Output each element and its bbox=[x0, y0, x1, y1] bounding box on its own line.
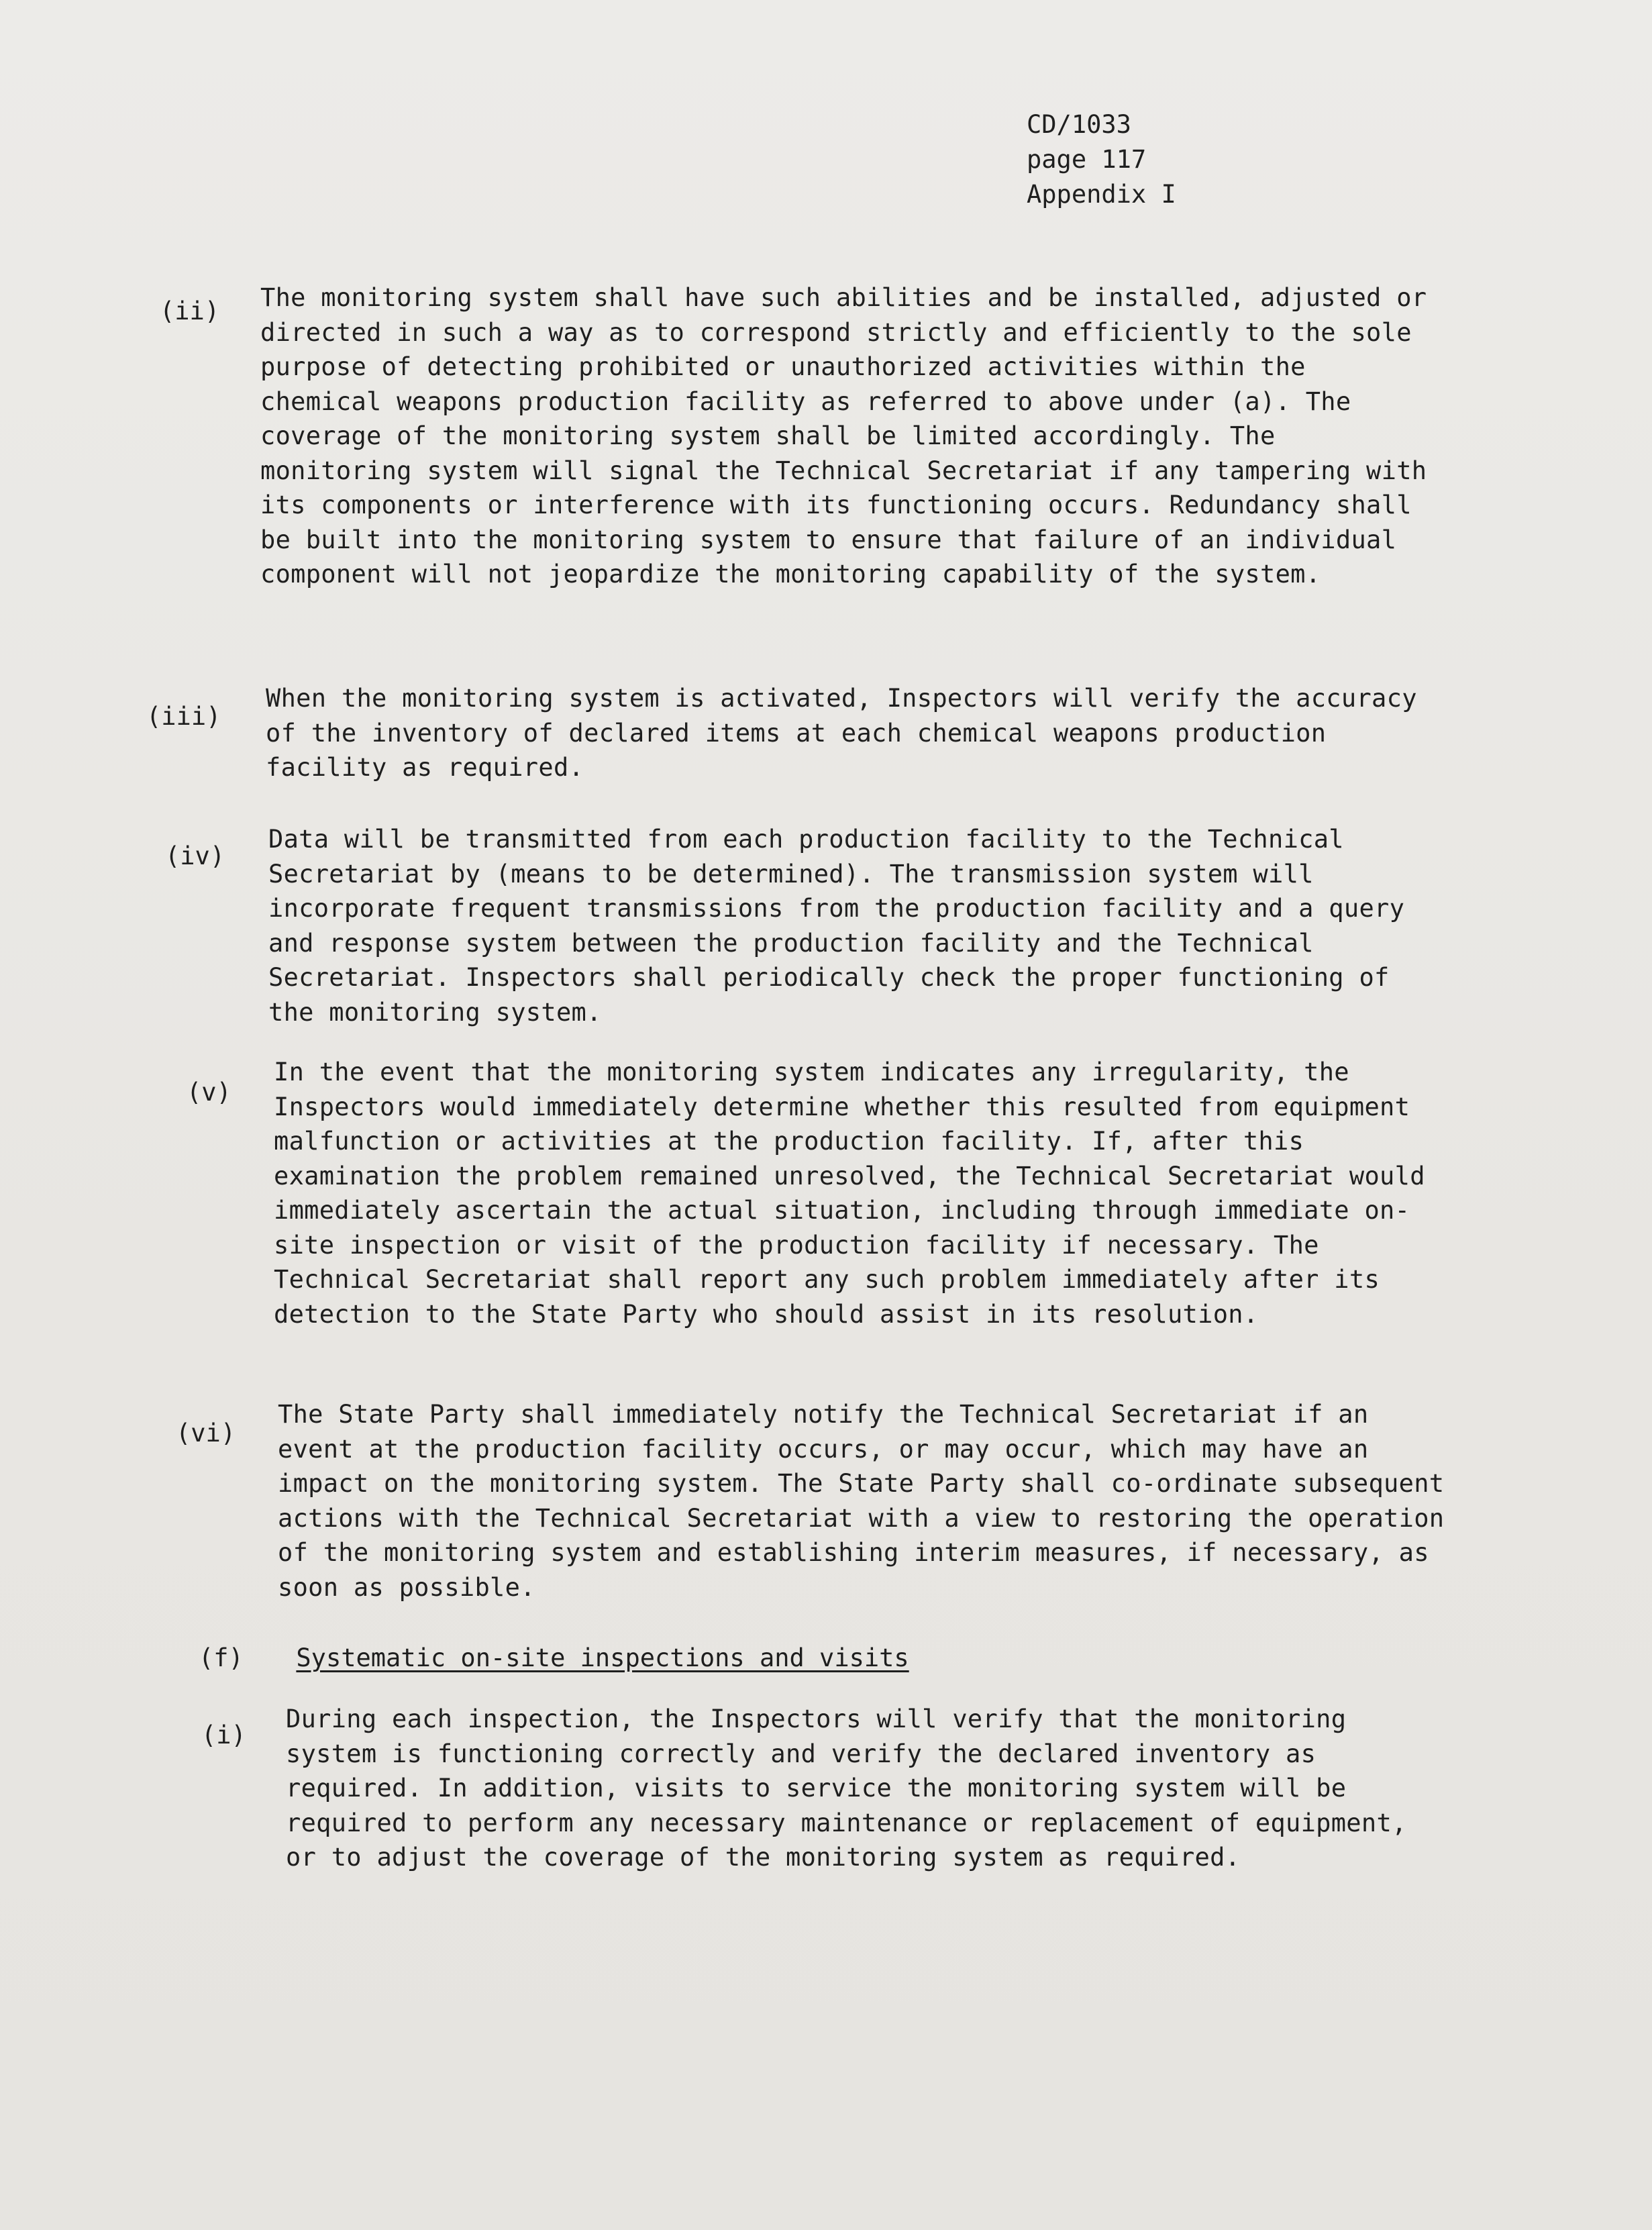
show-through-shading bbox=[1141, 101, 1610, 201]
page-header bbox=[1027, 107, 1176, 212]
paragraph-text: During each inspection, the Inspectors will verify that the monitoring system is functioning correctly and verify the declared inventory as required. In addition, visits to service the monitoring system will be required to perform any necessary maintenance or replacement of equipment, or to adjust the coverage of the monitoring system as required. bbox=[286, 1705, 1407, 1872]
paragraph-text: Data will be transmitted from each production facility to the Technical Secretariat by (means to be determined). The transmission system will incorporate frequent transmissions from the production facility and a query and response system between the production facility and the Technical Secretariat. Inspectors shall periodically check the proper functioning of the monitoring system. bbox=[268, 825, 1405, 1027]
paragraph-text: In the event that the monitoring system indicates any irregularity, the Inspectors would immediately determine whether this resulted from equipment malfunction or activities at the production facility. If, after this examination the problem remained unresolved, the Technical Secretariat would immediately ascertain the actual situation, including through immediate on-site inspection or visit of the production facility if necessary. The Technical Secretariat shall report any such problem immediately after its detection to the State Party who should assist in its resolution. bbox=[274, 1058, 1425, 1329]
paragraph-number: (iii) bbox=[146, 702, 221, 731]
section-f-heading bbox=[199, 1641, 909, 1676]
document-code: CD/1033 bbox=[1027, 110, 1131, 139]
appendix-label: Appendix I bbox=[1027, 180, 1176, 209]
paragraph-text: The monitoring system shall have such abilities and be installed, adjusted or directed in such a way as to correspond strictly and efficiently to the sole purpose of detecting prohibited or unauthorized activities within the chemical weapons production facility as referred to above under (a). The coverage of the monitoring system shall be limited accordingly. The monitoring system will signal the Technical Secretariat if any tampering with its components or interference with its functioning occurs. Redundancy shall be built into the monitoring system to ensure that failure of an individual component will not jeopardize the monitoring capability of the system. bbox=[260, 283, 1427, 589]
paragraph-number: (v) bbox=[187, 1078, 231, 1107]
paragraph-number: (ii) bbox=[160, 297, 220, 325]
paragraph-number: (iv) bbox=[165, 842, 225, 870]
section-title: Systematic on-site inspections and visits bbox=[296, 1643, 909, 1672]
section-label: (f) bbox=[199, 1643, 244, 1672]
paragraph-number: (vi) bbox=[176, 1419, 236, 1448]
paragraph-text: The State Party shall immediately notify the Technical Secretariat if an event at the production facility occurs, or may occur, which may have an impact on the monitoring system. The State Party shall co-ordinate subsequent actions with the Technical Secretariat with a view to restoring the operation of the monitoring system and establishing interim measures, if necessary, as soon as possible. bbox=[278, 1400, 1445, 1602]
page-number: page 117 bbox=[1027, 145, 1147, 174]
paragraph-text: When the monitoring system is activated, Inspectors will verify the accuracy of the inventory of declared items at each chemical weapons production facility as required. bbox=[266, 684, 1417, 782]
paragraph-number: (i) bbox=[201, 1721, 246, 1750]
